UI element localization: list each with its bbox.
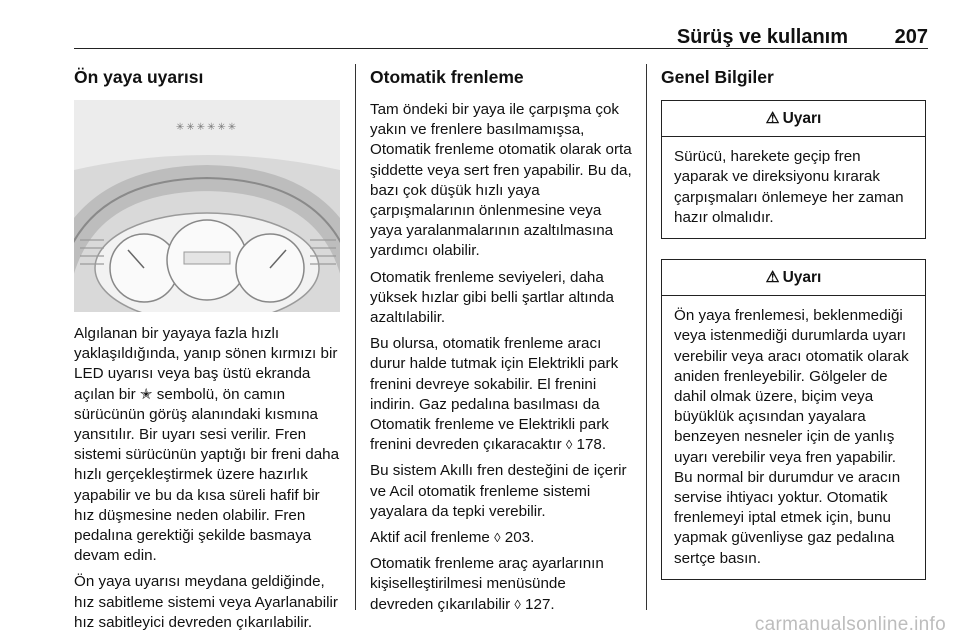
section-title: Sürüş ve kullanım [676,26,848,48]
header-divider [74,48,928,49]
heading-pedestrian-warning: Ön yaya uyarısı [74,67,204,87]
heading-automatic-braking: Otomatik frenleme [370,67,524,87]
warning-box-1 [661,100,926,239]
dashboard-illustration [74,100,340,312]
column-general-info [661,64,926,600]
auto-brake-text-5 [370,528,632,548]
warning-triangle-icon: ⚠ [765,110,780,127]
page-reference-link[interactable]: 178. [576,436,607,454]
pedestrian-warning-text-2: Ön yaya uyarısı meydana geldiğinde, hız sabitleme sistemi veya Ayarlanabilir hız sabitleyici devreden çıkarılabilir. [74,573,338,631]
warning-text: Ön yaya frenlemesi, beklenmediği veya istenmediği durumlarda uyarı verebilir veya aracı otomatik olarak aniden frenleyebilir. Gölgeler de dahil olmak üzere, biçim veya büyüklük açısından yayalara benzeyen nesneler için de yanlış uyarı verebilir veya fren yapabilir. Bu normal bir durumdur ve aracın servise ihtiyacı yoktur. Otomatik frenlemeyi iptal etmek için, bunu yapmak güvenliyse gaz pedalına sertçe basın. [674,307,909,567]
auto-brake-text-2: Otomatik frenleme seviyeleri, daha yüksek hızlar gibi belli şartlar altında azaltılabilir. [370,268,614,327]
warning-box-2 [661,259,926,580]
column-divider-1 [355,64,356,610]
warning-title: Uyarı [782,269,822,287]
warning-header [662,260,925,296]
reference-arrow-icon: ◊ [494,530,501,546]
page-number: 207 [894,26,928,48]
page-reference-link[interactable]: 127. [525,595,555,613]
column-divider-2 [646,64,647,610]
page-reference-link[interactable]: 203. [504,529,535,547]
auto-brake-text-1: Tam öndeki bir yaya ile çarpışma çok yakın ve frenlere basılmamışsa, Otomatik frenleme otomatik olarak orta şiddette veya sert fren yapabilir. Bu da, bazı çok düşük hızlı yaya çarpışmalarının önlenmesine veya yaya yaralanmalarının azaltılmasına yardımcı olabilir. [370,101,632,260]
auto-brake-text-6-body: Otomatik frenleme araç ayarlarının kişiselleştirilmesi menüsünde devreden çıkarılabilir [370,555,604,613]
warning-header [662,101,925,137]
auto-brake-text-3 [370,334,632,455]
reference-arrow-icon: ◊ [514,596,521,612]
led-warning-dots: ✳✳✳✳✳✳ [175,122,239,133]
pedestrian-warning-text-1: Algılanan bir yayaya fazla hızlı yaklaşıldığında, yanıp sönen kırmızı bir LED uyarısı veya baş üstü ekranda açılan bir ✭ sembolü, ön camın sürücünün görüş alanındaki kısmına yansıtılır. Bir uyarı sesi verilir. Fren sistemi sürücünün yaptığı bir freni daha hızlı gerçekleştirmek üzere hazırlık yapabilir ve bu da kısa süreli hafif bir hız düşmesine neden olabilir. Fren pedalına gerektiği şekilde basmaya devam edin. [74,325,340,565]
heading-general-info: Genel Bilgiler [661,67,774,87]
warning-triangle-icon: ⚠ [765,269,780,287]
reference-arrow-icon: ◊ [565,437,573,453]
auto-brake-text-6 [370,554,632,615]
auto-brake-text-5-body: Aktif acil frenleme [370,529,490,547]
auto-brake-text-3-body: Bu olursa, otomatik frenleme aracı durur halde tutmak için Elektrikli park frenini devreye sokabilir. El frenini indirin. Gaz pedalına basılması da Otomatik frenleme ve Elektrikli park frenini devreden çıkaracaktır [370,335,619,454]
watermark: carmanualsonline.info [754,614,946,635]
warning-text: Sürücü, harekete geçip fren yaparak ve direksiyonu kırarak çarpışmaları önlemeye her zaman hazır olmalıdır. [674,148,904,226]
column-automatic-braking [370,64,632,621]
auto-brake-text-4: Bu sistem Akıllı fren desteğini de içerir ve Acil otomatik frenleme sistemi yayalara da tepki verebilir. [370,462,627,520]
page-header [74,0,928,52]
column-pedestrian-warning [74,64,344,639]
warning-title: Uyarı [782,110,822,127]
